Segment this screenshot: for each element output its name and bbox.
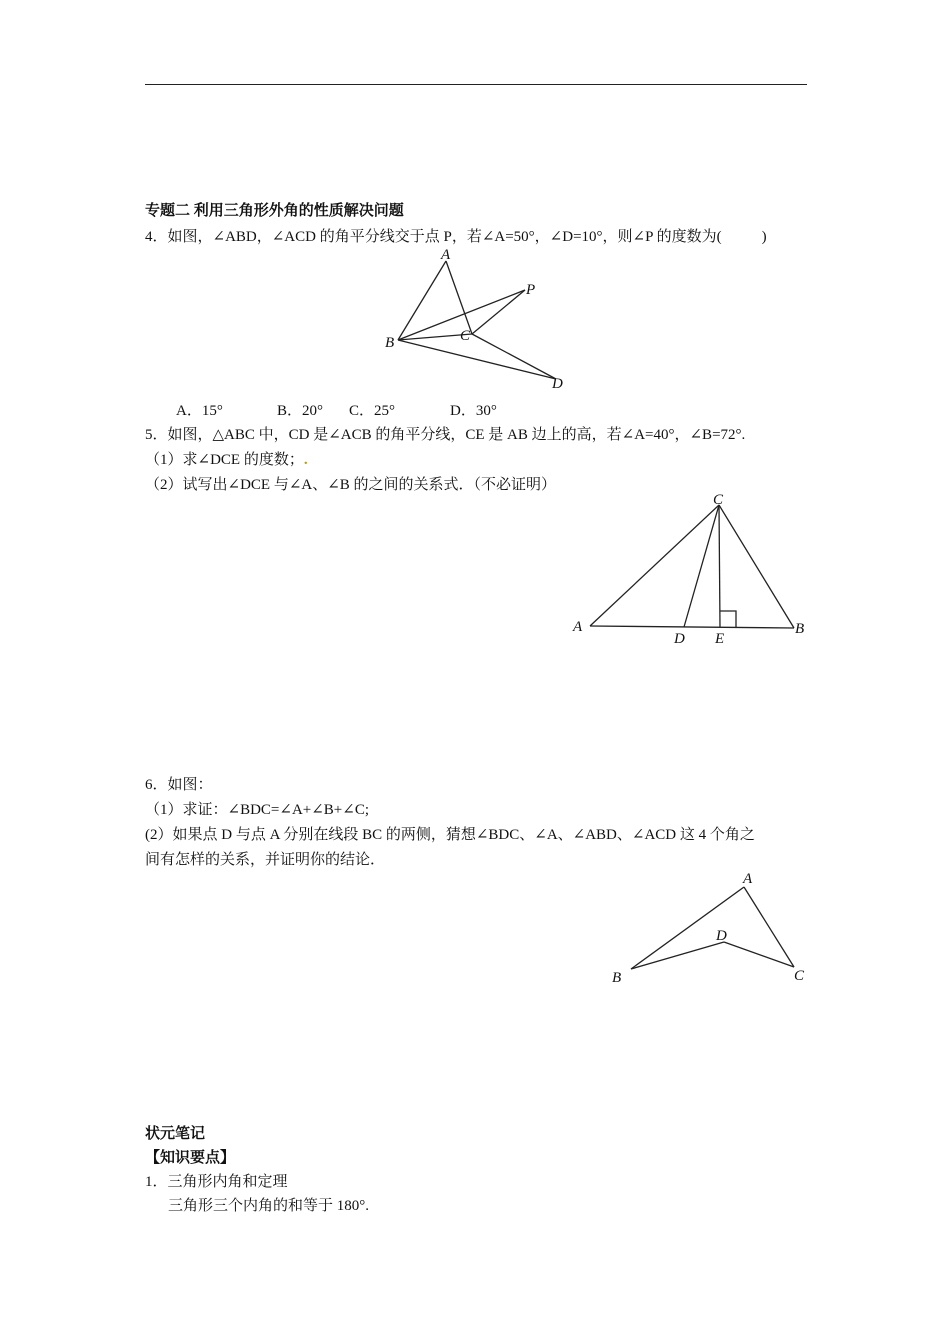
q6-label-d: D	[716, 928, 727, 944]
q5-part2: （2）试写出∠DCE 与∠A、∠B 的之间的关系式．（不必证明）	[145, 477, 557, 493]
q5-right-angle-mark	[720, 611, 736, 627]
notes-subtitle: 【知识要点】	[145, 1150, 236, 1166]
q5-stem: 5．如图，△ABC 中，CD 是∠ACB 的角平分线，CE 是 AB 边上的高，若∠A=40°，∠B=72°.	[145, 427, 746, 443]
q5-label-b: B	[795, 621, 805, 637]
q5-part1	[145, 450, 308, 470]
q5-label-d: D	[674, 631, 685, 647]
q6-part2-line1: (2）如果点 D 与点 A 分别在线段 BC 的两侧，猜想∠BDC、∠A、∠ABD、∠ACD 这 4 个角之	[145, 827, 755, 843]
q5-segment-ac	[590, 505, 719, 626]
q5-part1-text: （1）求∠DCE 的度数；	[145, 452, 304, 468]
q4-option-b: B．20°	[277, 403, 324, 419]
q5-part1-mark: .	[303, 452, 308, 468]
notes-item1-text: 三角形三个内角的和等于 180°.	[168, 1198, 369, 1214]
q4-option-a: A．15°	[176, 403, 223, 419]
q4-label-b: B	[385, 335, 395, 351]
q6-segment-ac	[744, 887, 794, 967]
q5-segment-ce	[719, 505, 720, 627]
q5-segment-ab	[590, 626, 794, 628]
q6-segment-dc	[724, 942, 794, 967]
q4-label-p: P	[526, 282, 536, 298]
q6-label-c: C	[794, 968, 805, 984]
q6-label-a: A	[743, 871, 753, 887]
q5-segment-cd	[684, 505, 719, 627]
header-rule	[145, 84, 807, 85]
q6-part1: （1）求证：∠BDC=∠A+∠B+∠C;	[145, 802, 370, 818]
q4-option-c: C．25°	[349, 403, 396, 419]
q6-part2-line2: 间有怎样的关系，并证明你的结论．	[145, 852, 386, 868]
q6-figure	[600, 862, 820, 990]
q4-segment-ba	[398, 261, 446, 340]
q4-segment-ac	[446, 261, 472, 334]
q6-segment-ba	[631, 887, 744, 969]
q4-figure	[380, 243, 580, 395]
section-title: 专题二 利用三角形外角的性质解决问题	[145, 203, 404, 219]
q6-stem: 6．如图：	[145, 777, 213, 793]
q4-segment-bd	[398, 340, 556, 379]
q4-segment-cp	[472, 290, 525, 334]
q4-segment-cd	[472, 334, 556, 379]
q5-label-c: C	[713, 492, 724, 508]
q5-label-a: A	[573, 619, 583, 635]
q4-stem-close: )	[761, 229, 767, 245]
q5-segment-cb	[719, 505, 794, 628]
q6-segment-bd	[631, 942, 724, 969]
q5-label-e: E	[715, 631, 725, 647]
q4-label-a: A	[441, 247, 451, 263]
q4-option-d: D．30°	[450, 403, 497, 419]
q4-label-d: D	[552, 376, 563, 392]
q5-figure	[565, 490, 815, 655]
q4-stem-text: 4．如图，∠ABD，∠ACD 的角平分线交于点 P，若∠A=50°，∠D=10°，则∠P 的度数为(	[145, 229, 722, 245]
q4-label-c: C	[460, 328, 471, 344]
q6-label-b: B	[612, 970, 622, 986]
notes-item1-title: 1．三角形内角和定理	[145, 1174, 288, 1190]
notes-title: 状元笔记	[145, 1126, 206, 1142]
